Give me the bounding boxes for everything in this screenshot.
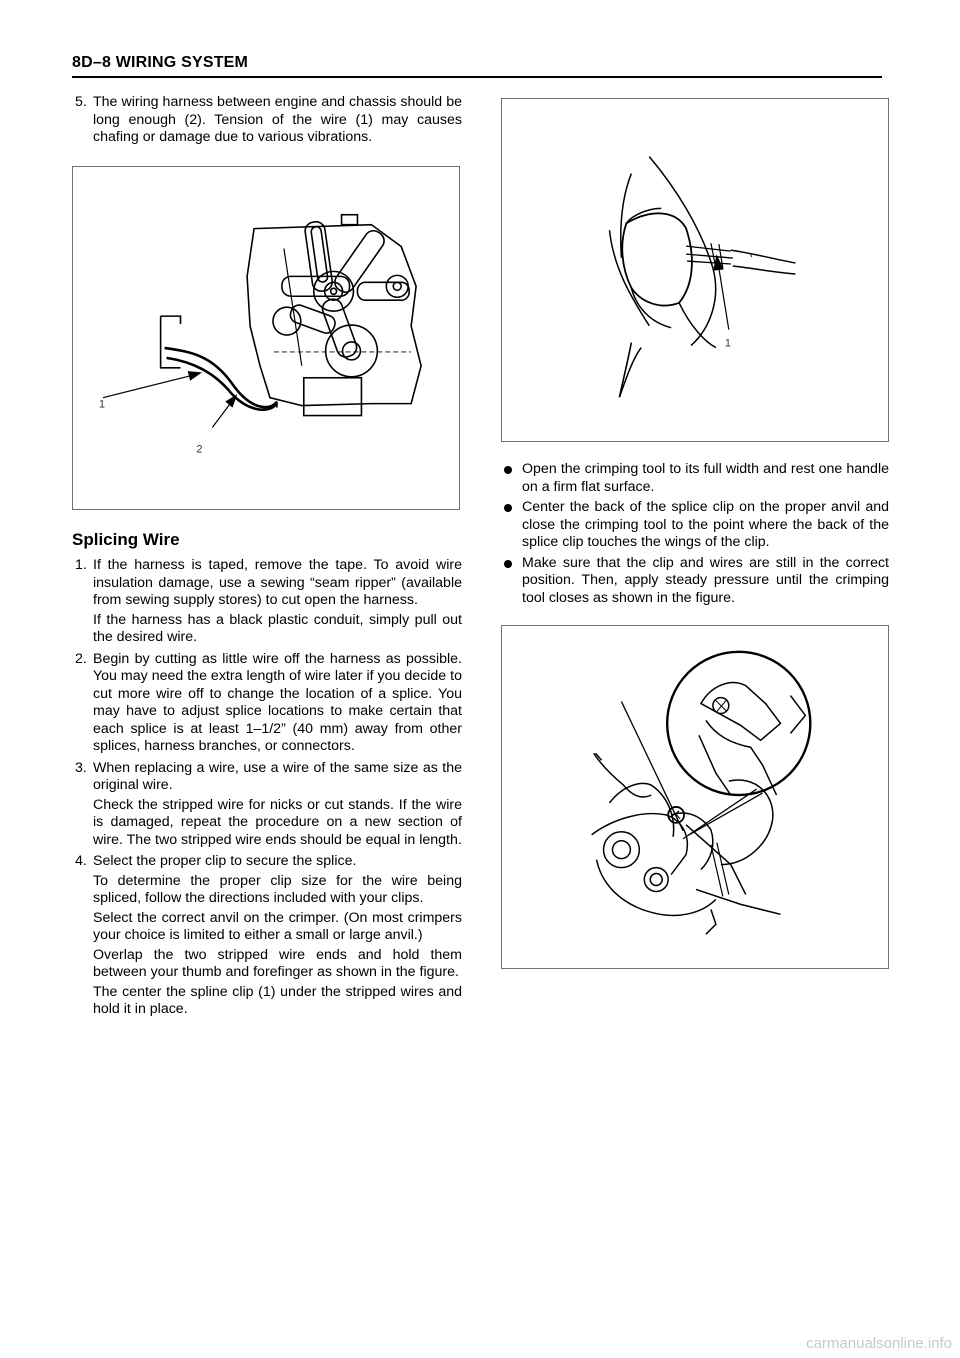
figure-callout-1: 1 [98,398,106,411]
step-5-block [72,94,462,149]
step-number: 1. [75,557,87,573]
step-paragraph: Overlap the two stripped wire ends and hold them between your thumb and forefinger as shown in the figure. [93,946,462,980]
step-paragraph: The center the spline clip (1) under the stripped wires and hold it in place. [93,983,462,1017]
step-number: 4. [75,853,87,869]
figure-callout-1: 1 [724,337,731,350]
engine-harness-figure [72,166,460,510]
bullet-text: Make sure that the clip and wires are still in the correct position. Then, apply steady pressure until the crimping tool closes as shown in the figure. [522,554,889,606]
step-paragraph: Begin by cutting as little wire off the harness as possible. You may need the extra length of wire later if you decide to cut more wire off to change the location of a splice. You may have to adjust splice locations to make certain that each splice is at least 1–1/2” (40 mm) away from other splices, harness branches, or connectors. [93,650,462,754]
bullet-text: Open the crimping tool to its full width and rest one handle on a firm flat surface. [522,461,889,495]
splice-clip-drawing [502,99,888,441]
step-3 [72,760,462,850]
step-number: 5. [75,94,87,110]
step-paragraph: To determine the proper clip size for the wire being spliced, follow the directions included with your clips. [93,872,462,906]
step-number: 2. [75,650,87,667]
step-paragraph: When replacing a wire, use a wire of the same size as the original wire. [93,759,462,793]
splicing-steps [72,557,462,1021]
bullet-item [501,499,889,552]
page-header [72,52,882,78]
bullet-icon [504,504,512,512]
step-text: The wiring harness between engine and chassis should be long enough (2). Tension of the wire (1) may causes chafing or damage due to various vibrations. [93,94,462,145]
step-paragraph: If the harness has a black plastic conduit, simply pull out the desired wire. [93,611,462,645]
bullet-item [501,461,889,496]
crimping-tool-figure [501,625,889,969]
bullet-item [501,555,889,608]
figure-callout-2: 2 [196,443,203,456]
watermark: carmanualsonline.info [806,1335,952,1352]
page-title: 8D–8 WIRING SYSTEM [72,54,249,71]
step-paragraph: Select the proper clip to secure the splice. [93,853,357,869]
bullet-icon [504,560,512,568]
step-paragraph: Check the stripped wire for nicks or cut stands. If the wire is damaged, repeat the procedure on a new section of wire. The two stripped wire ends should be equal in length. [93,796,462,848]
step-2 [72,651,462,756]
crimping-tool-drawing [502,626,888,968]
step-1 [72,557,462,647]
step-paragraph: Select the correct anvil on the crimper. (On most crimpers your choice is limited to either a small or large anvil.) [93,909,462,943]
step-5 [72,94,462,147]
bullet-text: Center the back of the splice clip on the proper anvil and close the crimping tool to the point where the back of the splice clip touches the wings of the clip. [522,499,889,550]
step-paragraph: If the harness is taped, remove the tape. To avoid wire insulation damage, use a sewing “seam ripper” (available from sewing supply stores) to cut open the harness. [93,557,462,608]
splice-clip-figure [501,98,889,442]
crimping-instructions [501,461,889,610]
bullet-icon [504,466,512,474]
step-4 [72,853,462,1019]
engine-harness-drawing [73,167,459,509]
step-number: 3. [75,759,87,776]
section-title: Splicing Wire [72,530,180,549]
